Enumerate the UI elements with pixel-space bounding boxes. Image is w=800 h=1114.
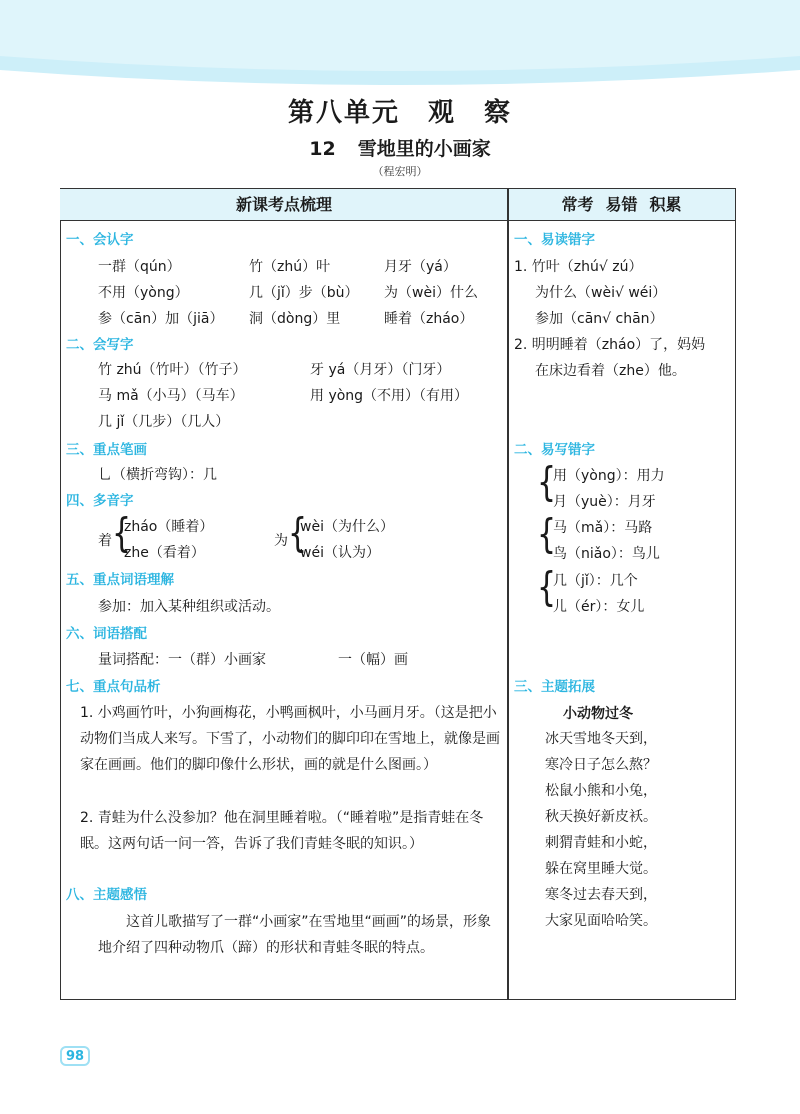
- section-title: 七、重点句品析: [66, 679, 161, 695]
- misread-item: 为什么（wèi√ wéi）: [535, 285, 667, 301]
- brace: {: [112, 509, 132, 558]
- column-divider: [507, 189, 509, 999]
- polyphone-char: 着: [98, 533, 112, 549]
- write-item: 马 mǎ（小马）（马车）: [98, 388, 244, 404]
- misread-item: 1. 竹叶（zhú√ zú）: [514, 259, 643, 275]
- section-title: 一、会认字: [66, 232, 134, 248]
- polyphone-reading: zháo（睡着）: [124, 519, 214, 535]
- poem-line: 大家见面哈哈笑。: [545, 913, 657, 929]
- poem-line: 秋天换好新皮袄。: [545, 809, 657, 825]
- miswrite-item: 几（jǐ）：几个: [553, 573, 638, 589]
- right-column-header: 常考 易错 积累: [508, 189, 735, 221]
- write-item: 用 yòng（不用）（有用）: [310, 388, 469, 404]
- miswrite-item: 儿（ér）：女儿: [553, 599, 645, 615]
- unit-title: 第八单元 观 察: [287, 98, 513, 128]
- char-item: 竹（zhú）叶: [249, 259, 331, 275]
- lesson-title: 12 雪地里的小画家: [309, 138, 491, 160]
- brace: {: [537, 458, 557, 507]
- section-title: 三、重点笔画: [66, 442, 147, 458]
- section-title: 四、多音字: [66, 493, 134, 509]
- char-item: 睡着（zháo）: [384, 311, 474, 327]
- page-number: 98: [60, 1046, 90, 1066]
- analysis-item-1: 1. 小鸡画竹叶，小狗画梅花，小鸭画枫叶，小马画月牙。（这是把小动物们当成人来写。下雪了，小动物们的脚印印在雪地上，就像是画家在画画。他们的脚印像什么形状，画的就是什么图画。）: [80, 705, 500, 773]
- brace: {: [537, 563, 557, 612]
- poem-line: 冰天雪地冬天到，: [545, 731, 657, 747]
- char-item: 参（cān）加（jiā）: [98, 311, 224, 327]
- polyphone-reading: wèi（为什么）: [300, 519, 394, 535]
- section-title: 三、主题拓展: [514, 679, 595, 695]
- char-item: 月牙（yá）: [384, 259, 457, 275]
- char-item: 几（jǐ）步（bù）: [249, 285, 359, 301]
- brace: {: [288, 509, 308, 558]
- write-item: 几 jǐ（几步）（几人）: [98, 414, 230, 430]
- char-item: 洞（dòng）里: [249, 311, 341, 327]
- misread-item: 在床边看着（zhe）他。: [535, 363, 686, 379]
- analysis-item-2: 2. 青蛙为什么没参加？他在洞里睡着啦。（“睡着啦”是指青蛙在冬眠。这两句话一问一答，告诉了我们青蛙冬眠的知识。）: [80, 810, 484, 852]
- collocation-text: 量词搭配：一（群）小画家: [98, 652, 266, 668]
- section-title: 六、词语搭配: [66, 626, 147, 642]
- left-column-header: 新课考点梳理: [60, 189, 508, 221]
- polyphone-reading: zhe（看着）: [124, 545, 205, 561]
- collocation-text: 一（幅）画: [338, 652, 408, 668]
- theme-text: 这首儿歌描写了一群“小画家”在雪地里“画画”的场景，形象地介绍了四种动物爪（蹄）的形状和青蛙冬眠的特点。: [98, 914, 492, 956]
- author: （程宏明）: [372, 165, 428, 178]
- char-item: 一群（qún）: [98, 259, 181, 275]
- miswrite-item: 鸟（niǎo）：鸟儿: [553, 546, 660, 562]
- poem-line: 寒冬过去春天到，: [545, 887, 657, 903]
- misread-item: 2. 明明睡着（zháo）了，妈妈: [514, 337, 706, 353]
- polyphone-reading: wéi（认为）: [300, 545, 380, 561]
- poem-line: 刺猬青蛙和小蛇，: [545, 835, 657, 851]
- definition-text: 参加：加入某种组织或活动。: [98, 599, 280, 615]
- write-item: 牙 yá（月牙）（门牙）: [310, 362, 451, 378]
- section-title: 一、易读错字: [514, 232, 595, 248]
- miswrite-item: 马（mǎ）：马路: [553, 520, 653, 536]
- write-item: 竹 zhú（竹叶）（竹子）: [98, 362, 247, 378]
- poem-title: 小动物过冬: [563, 706, 633, 722]
- char-item: 为（wèi）什么: [384, 285, 478, 301]
- section-title: 二、易写错字: [514, 442, 595, 458]
- miswrite-item: 用（yòng）：用力: [553, 468, 665, 484]
- stroke-text: 乚（横折弯钩）：几: [98, 467, 217, 483]
- section-title: 二、会写字: [66, 337, 134, 353]
- poem-line: 躲在窝里睡大觉。: [545, 861, 657, 877]
- poem-line: 寒冷日子怎么熬？: [545, 757, 657, 773]
- brace: {: [537, 510, 557, 559]
- section-title: 八、主题感悟: [66, 887, 147, 903]
- miswrite-item: 月（yuè）：月牙: [553, 494, 656, 510]
- misread-item: 参加（cān√ chān）: [535, 311, 664, 327]
- polyphone-char: 为: [274, 533, 288, 549]
- poem-line: 松鼠小熊和小兔，: [545, 783, 657, 799]
- section-title: 五、重点词语理解: [66, 572, 174, 588]
- char-item: 不用（yòng）: [98, 285, 189, 301]
